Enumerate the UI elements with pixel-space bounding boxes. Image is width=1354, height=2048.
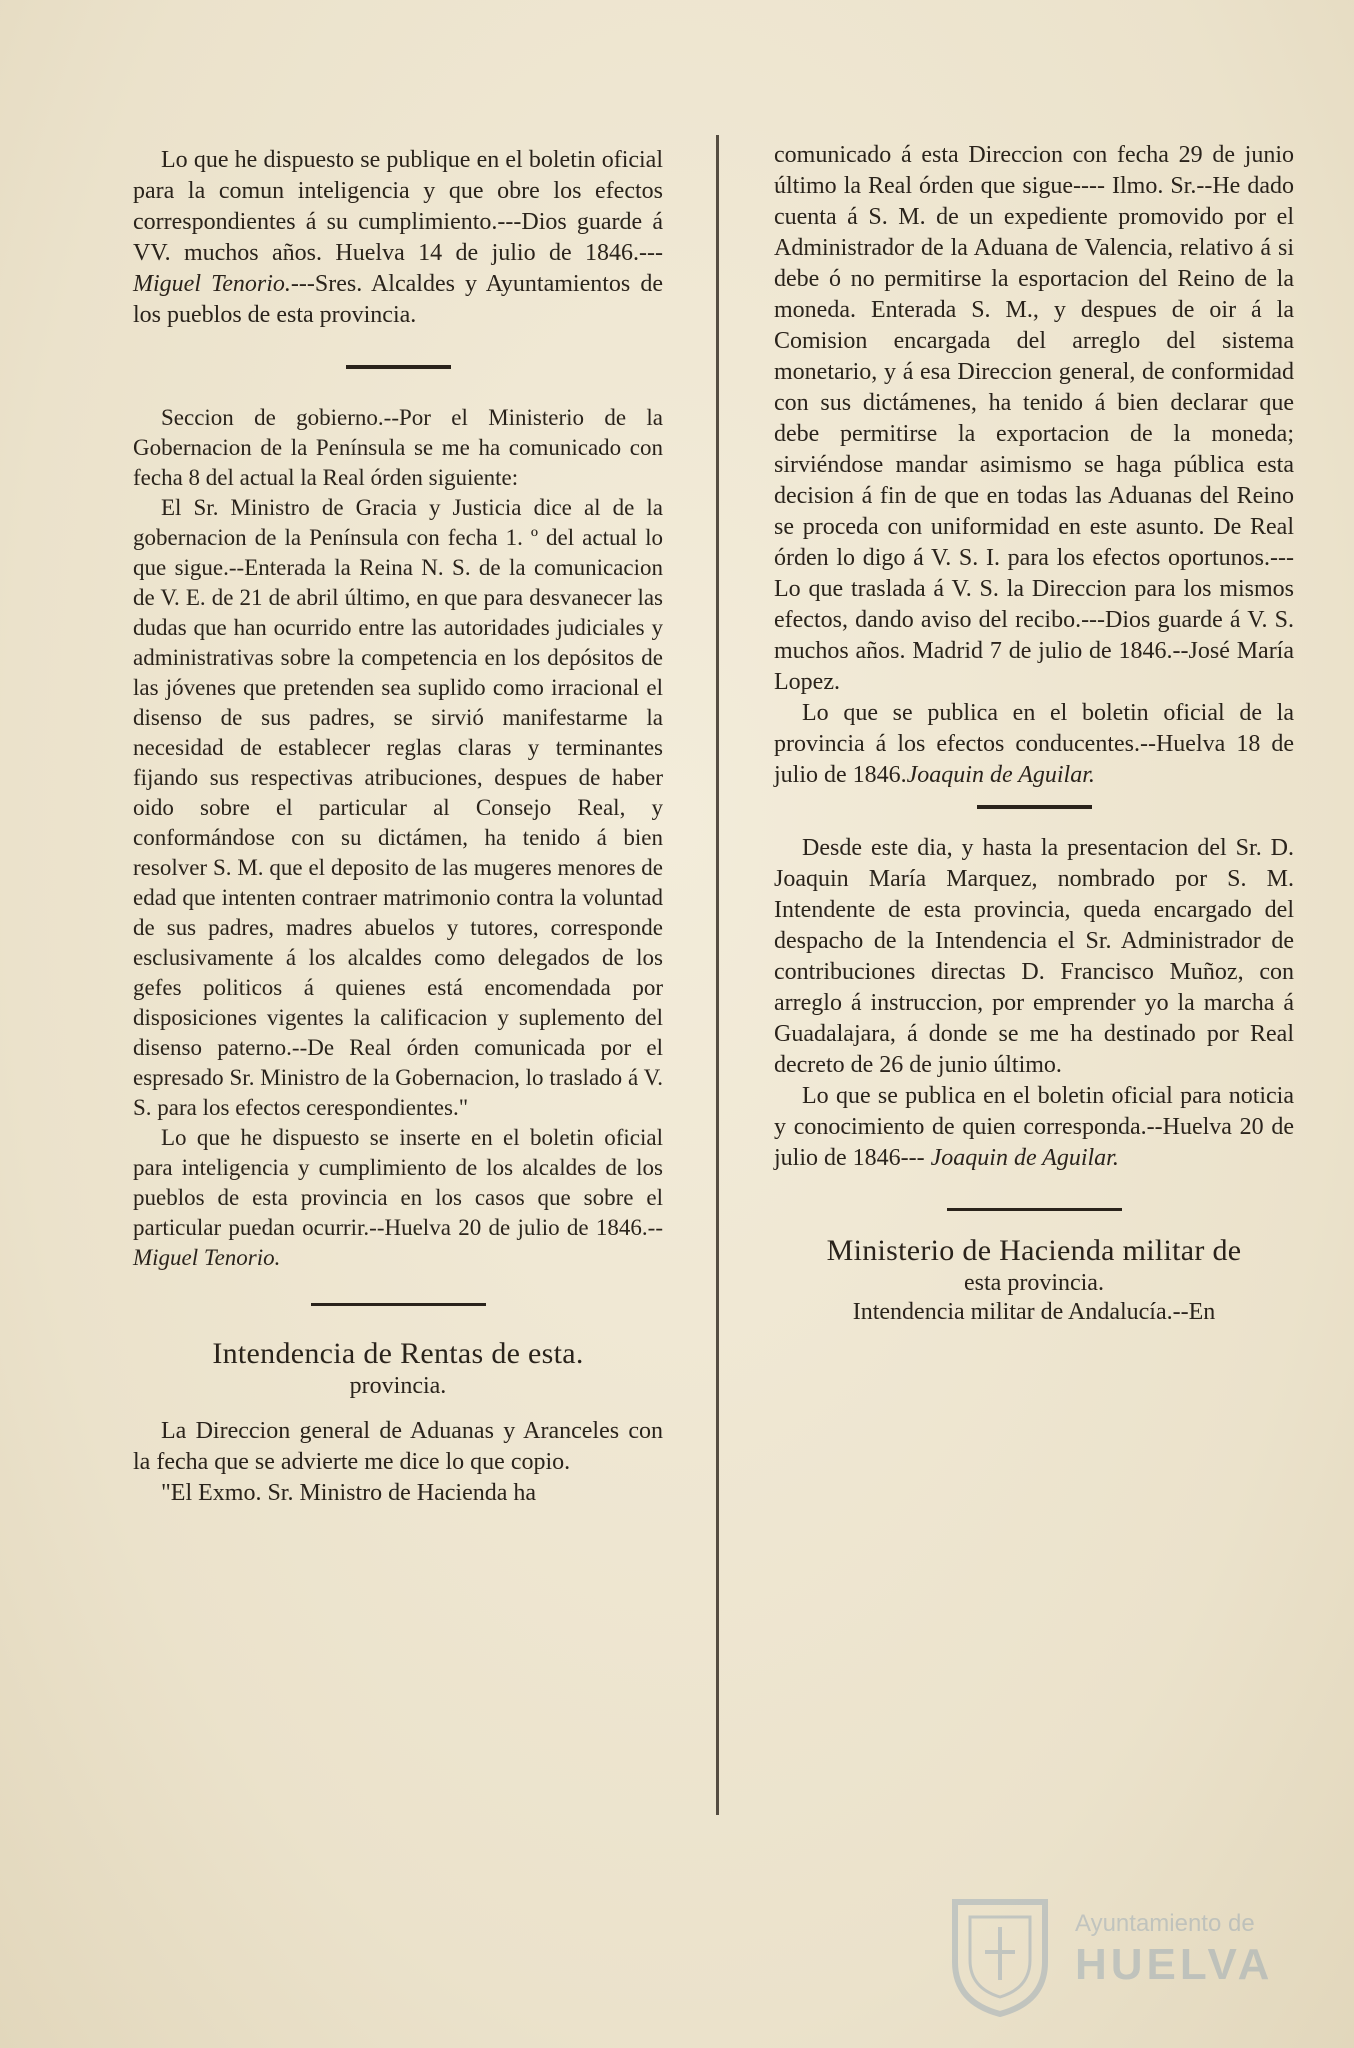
section-title-ministerio: Ministerio de Hacienda militar de	[826, 1234, 1242, 1267]
watermark-line1: Ayuntamiento de	[1075, 1910, 1255, 1937]
section-rule	[947, 1208, 1122, 1211]
paragraph-text: Lo que se publica en el boletin oficial para noticia y conocimiento de quien corresponda.--Huelva 20 de julio de 1846---	[774, 1083, 1294, 1171]
paragraph-ministerio-gracia: El Sr. Ministro de Gracia y Justicia dice al de la gobernacion de la Península con fecha 1. º del actual lo que sigue.--Enterada la Reina N. S. de la comunicacion de V. E. de 21 de abril último, en que para desvanecer las dudas que han ocurrido entre las autoridades judiciales y administrativas sobre la competencia en los depósitos de las jóvenes que pretenden sea suplido como irracional el disenso de sus padres, se sirvió manifestarme la necesidad de establecer reglas claras y terminantes fijando sus respectivas atribuciones, despues de haber oido sobre el particular al Consejo Real, y conformándose con su dictámen, ha tenido á bien resolver S. M. que el deposito de las mugeres menores de edad que intenten contraer matrimonio contra la voluntad de sus padres, madres abuelos y tutores, corresponde esclusivamente á los alcaldes como delegados de los gefes politicos á quienes está encomendada por disposiciones vigentes la calificacion y suplemento del disenso paterno.--De Real órden comunicada por el espresado Sr. Ministro de la Gobernacion, lo traslado á V. S. para los efectos cerespondientes."	[133, 495, 663, 1120]
paragraph-text: Lo que se publica en el boletin oficial de la provincia á los efectos conducentes.--Huelva 18 de julio de 1846.	[774, 700, 1294, 788]
right-column	[774, 140, 1294, 1328]
paragraph-comunicado: comunicado á esta Direccion con fecha 29 de junio último la Real órden que sigue---- Ilmo. Sr.--He dado cuenta á S. M. de un expediente promovido por el Administrador de la Aduana de Valencia, relativo á si debe ó no permitirse la esportacion del Reino de la moneda. Enterada S. M., y despues de oir á la Comision encargada del arreglo del sistema monetario, y á esa Direccion general, de conformidad con sus dictámenes, ha tenido á bien declarar que debe permitirse la exportacion de la moneda; sirviéndose mandar asimismo se haga pública esta decision á fin de que en todas las Aduanas del Reino se proceda con uniformidad en este asunto. De Real órden lo digo á V. S. I. para los efectos oportunos.---Lo que traslada á V. S. la Direccion para los mismos efectos, dando aviso del recibo.---Dios guarde á V. S. muchos años. Madrid 7 de julio de 1846.--José María Lopez.	[774, 142, 1294, 695]
paragraph-publica-boletin	[774, 698, 1294, 791]
signature: Miguel Tenorio.	[133, 1245, 281, 1270]
column-divider	[716, 135, 719, 1815]
paragraph-inserte	[133, 1123, 663, 1273]
paragraph-seccion-gobierno: Seccion de gobierno.--Por el Ministerio de la Gobernacion de la Península se me ha comunicado con fecha 8 del actual la Real órden siguiente:	[133, 405, 663, 490]
section-subtitle: esta provincia.	[964, 1270, 1104, 1296]
section-rule	[346, 365, 451, 369]
section-rule	[977, 805, 1092, 809]
signature: Miguel Tenorio.	[133, 271, 291, 297]
section-title-intendencia: Intendencia de Rentas de esta.	[212, 1337, 584, 1370]
section-subtitle: provincia.	[349, 1373, 447, 1399]
signature: Joaquin de Aguilar.	[930, 1145, 1119, 1171]
shield-icon	[945, 1892, 1055, 2017]
paragraph-intendencia-militar: Intendencia militar de Andalucía.--En	[852, 1299, 1216, 1325]
paragraph-text: Lo que he dispuesto se publique en el boletin oficial para la comun inteligencia y que obre los efectos correspondientes á su cumplimiento.---Dios guarde á VV. muchos años. Huelva 14 de julio de 1846.---	[133, 147, 663, 266]
signature: Joaquin de Aguilar.	[906, 762, 1095, 788]
paragraph-desde-este-dia: Desde este dia, y hasta la presentacion del Sr. D. Joaquin María Marquez, nombrado por S. M. Intendente de esta provincia, queda encargado del despacho de la Intendencia el Sr. Administrador de contribuciones directas D. Francisco Muñoz, con arreglo á instruccion, por emprender yo la marcha á Guadalajara, á donde se me ha destinado por Real decreto de 26 de junio último.	[774, 835, 1294, 1078]
paragraph-noticia	[774, 1081, 1294, 1174]
section-rule	[311, 1303, 486, 1306]
huelva-watermark-logo	[945, 1892, 1305, 2022]
watermark-line2: HUELVA	[1075, 1940, 1274, 1989]
paragraph-exmo: "El Exmo. Sr. Ministro de Hacienda ha	[161, 1480, 537, 1506]
paragraph-direccion-aduanas: La Direccion general de Aduanas y Aranceles con la fecha que se advierte me dice lo que copio.	[133, 1418, 663, 1475]
paragraph-text-tail: ---Sres. Alcaldes y Ayuntamientos de los pueblos de esta provincia.	[133, 271, 663, 328]
left-column	[133, 145, 663, 1509]
paragraph-text: Lo que he dispuesto se inserte en el boletin oficial para inteligencia y cumplimiento de los alcaldes de los pueblos de esta provincia en los casos que sobre el particular puedan ocurrir.--Huelva 20 de julio de 1846.--	[133, 1125, 663, 1240]
paragraph-publication-order	[133, 145, 663, 331]
